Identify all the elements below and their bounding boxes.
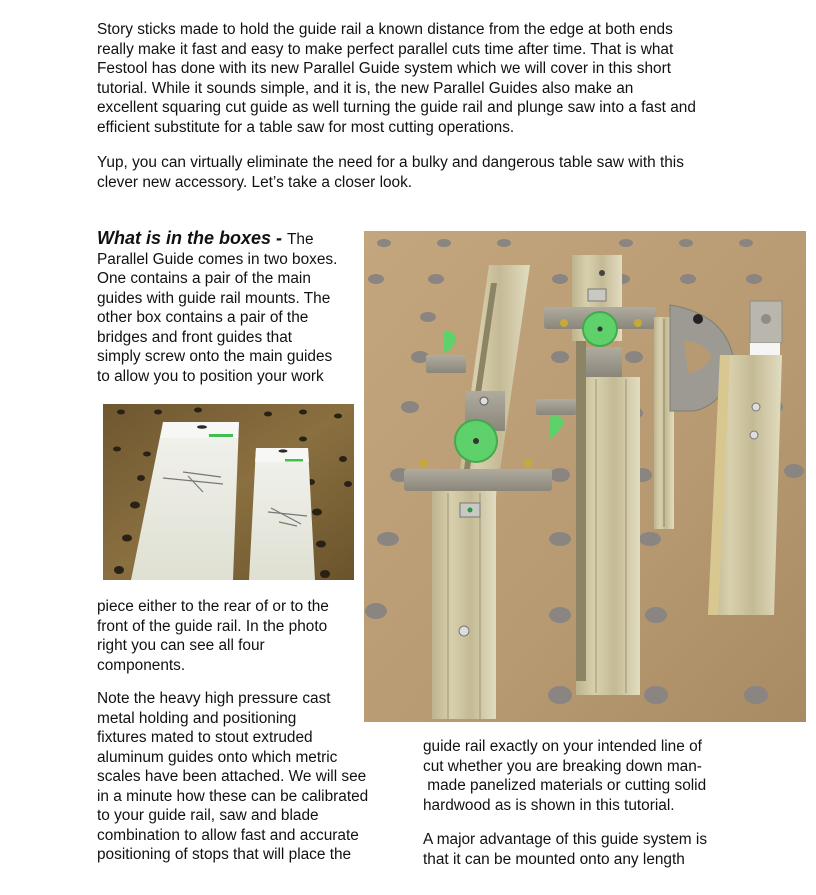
text-line: Note the heavy high pressure cast (97, 690, 331, 707)
screw-icon (750, 431, 758, 439)
label-strip (750, 343, 780, 355)
brass-screw (560, 319, 568, 327)
festool-logo-small (285, 459, 303, 462)
text-line: positioning of stops that will place the (97, 846, 352, 863)
festool-logo-large (209, 434, 233, 437)
section-paragraph-fixtures (97, 689, 397, 865)
text-line: Festool has done with its new Parallel Guide system which we will cover in this short (97, 60, 671, 77)
brass-screw (420, 459, 428, 467)
rail-mount-clamp (588, 289, 606, 301)
left-rail-mount (432, 491, 496, 719)
text-line: to your guide rail, saw and blade (97, 807, 319, 824)
text-line: front of the guide rail. In the photo (97, 617, 328, 635)
text-line: really make it fast and easy to make perfect parallel cuts time after time. That is what (97, 40, 674, 58)
brass-screw (634, 319, 642, 327)
text-line: made panelized materials or cutting solid (423, 777, 707, 794)
text-line: piece either to the rear of or to the (97, 598, 329, 615)
text-line: hardwood as is shown in this tutorial. (423, 796, 675, 814)
text-line: simply screw onto the main guides (97, 348, 333, 365)
text-line: to allow you to position your work (97, 367, 324, 385)
text-line: Parallel Guide comes in two boxes. (97, 250, 338, 268)
section-heading: What is in the boxes - (97, 228, 288, 248)
text-line: scales have been attached. We will see (97, 768, 367, 785)
text-line: clever new accessory. Let’s take a closer look. (97, 173, 413, 191)
text-line: guides with guide rail mounts. The (97, 289, 331, 307)
brass-screw (524, 459, 532, 467)
text-line: metal holding and positioning (97, 709, 297, 727)
left-front-stop (426, 355, 466, 373)
heading-line (97, 229, 365, 250)
hang-hole (197, 425, 207, 429)
text-line: right you can see all four (97, 637, 265, 654)
photo-boxes-illustration (103, 404, 354, 580)
text-line: aluminum guides onto which metric (97, 748, 338, 766)
text-line: excellent squaring cut guide as well turning the guide rail and plunge saw into a fast and (97, 99, 696, 116)
black-knob (693, 314, 703, 324)
section-paragraph-boxes (97, 229, 365, 386)
left-bridge-crossbar (404, 469, 552, 491)
section-paragraph-continued (97, 597, 365, 675)
heading-line-rest: The (287, 231, 314, 248)
section-paragraph-fixtures-continued (423, 737, 753, 815)
text-line: other box contains a pair of the (97, 309, 309, 326)
metric-scale (576, 341, 586, 681)
intro-paragraph-2 (97, 153, 737, 192)
photo-boxes (103, 404, 354, 580)
text-line: that it can be mounted onto any length (423, 850, 685, 868)
text-line: in a minute how these can be calibrated (97, 787, 369, 805)
text-line: tutorial. While it sounds simple, and it is, the new Parallel Guides also make an (97, 79, 634, 97)
hang-hole (279, 449, 288, 452)
text-line: fixtures mated to stout extruded (97, 729, 313, 746)
center-bridge-post (580, 347, 622, 377)
intro-paragraph (97, 20, 737, 137)
screw-icon (459, 626, 469, 636)
text-line: Story sticks made to hold the guide rail a known distance from the edge at both ends (97, 21, 673, 38)
text-line: guide rail exactly on your intended line of (423, 738, 702, 755)
text-line: bridges and front guides that (97, 328, 293, 346)
text-line: A major advantage of this guide system is (423, 831, 708, 848)
text-line: cut whether you are breaking down man- (423, 757, 702, 775)
text-line: components. (97, 656, 186, 674)
photo-guides-illustration (364, 231, 806, 722)
text-line: combination to allow fast and accurate (97, 826, 359, 844)
center-front-stop (536, 399, 576, 415)
text-line: One contains a pair of the main (97, 270, 311, 287)
screw-icon (752, 403, 760, 411)
text-line: efficient substitute for a table saw for most cutting operations. (97, 118, 515, 136)
photo-guides (364, 231, 806, 722)
section-paragraph-advantage (423, 830, 753, 869)
text-line: Yup, you can virtually eliminate the need for a bulky and dangerous table saw with this (97, 154, 684, 171)
screw-icon (480, 397, 488, 405)
